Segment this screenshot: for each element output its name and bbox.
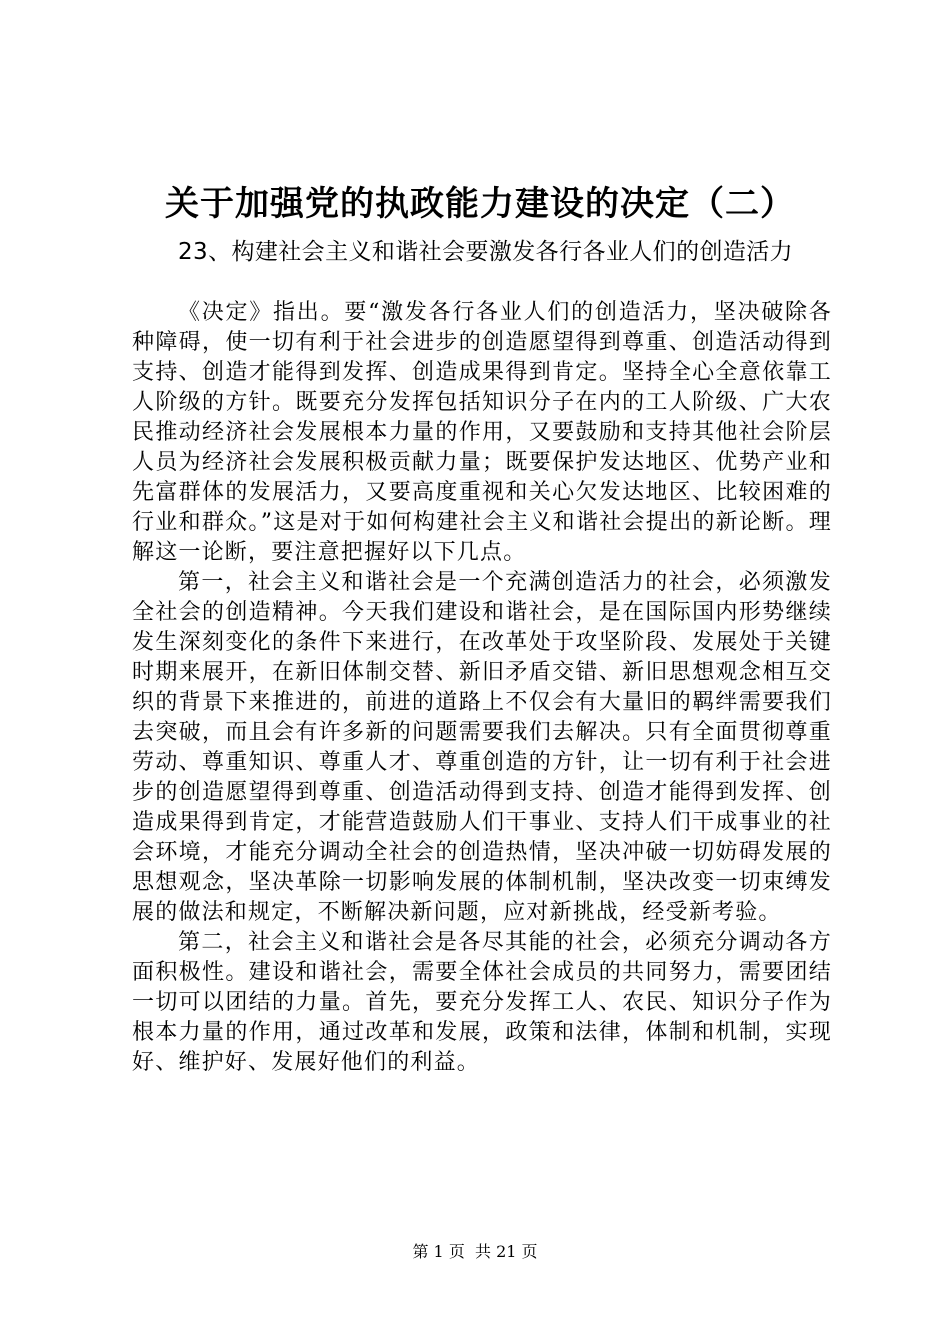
section-heading: 23、构建社会主义和谐社会要激发各行各业人们的创造活力 <box>178 239 794 265</box>
document-title: 关于加强党的执政能力建设的决定（二） <box>165 184 795 224</box>
document-body <box>132 298 832 1078</box>
paragraph-intro: 《决定》指出。要“激发各行各业人们的创造活力，坚决破除各种障碍，使一切有利于社会进步的创造愿望得到尊重、创造活动得到支持、创造才能得到发挥、创造成果得到肯定。坚持全心全意依靠工人阶级的方针。既要充分发挥包括知识分子在内的工人阶级、广大农民推动经济社会发展根本力量的作用，又要鼓励和支持其他社会阶层人员为经济社会发展积极贡献力量；既要保护发达地区、优势产业和先富群体的发展活力，又要高度重视和关心欠发达地区、比较困难的行业和群众。”这是对于如何构建社会主义和谐社会提出的新论断。理解这一论断，要注意把握好以下几点。 <box>132 300 832 565</box>
page-number-footer: 第 1 页 共 21 页 <box>412 1242 538 1261</box>
paragraph-first-point: 第一，社会主义和谐社会是一个充满创造活力的社会，必须激发全社会的创造精神。今天我们建设和谐社会，是在国际国内形势继续发生深刻变化的条件下来进行，在改革处于攻坚阶段、发展处于关键时期来展开，在新旧体制交替、新旧矛盾交错、新旧思想观念相互交织的背景下来推进的，前进的道路上不仅会有大量旧的羁绊需要我们去突破，而且会有许多新的问题需要我们去解决。只有全面贯彻尊重劳动、尊重知识、尊重人才、尊重创造的方针，让一切有利于社会进步的创造愿望得到尊重、创造活动得到支持、创造才能得到发挥、创造成果得到肯定，才能营造鼓励人们干事业、支持人们干成事业的社会环境，才能充分调动全社会的创造热情，坚决冲破一切妨碍发展的思想观念，坚决革除一切影响发展的体制机制，坚决改变一切束缚发展的做法和规定，不断解决新问题，应对新挑战，经受新考验。 <box>132 570 832 925</box>
paragraph-second-point: 第二，社会主义和谐社会是各尽其能的社会，必须充分调动各方面积极性。建设和谐社会，需要全体社会成员的共同努力，需要团结一切可以团结的力量。首先，要充分发挥工人、农民、知识分子作为根本力量的作用，通过改革和发展，政策和法律，体制和机制，实现好、维护好、发展好他们的利益。 <box>132 930 832 1075</box>
